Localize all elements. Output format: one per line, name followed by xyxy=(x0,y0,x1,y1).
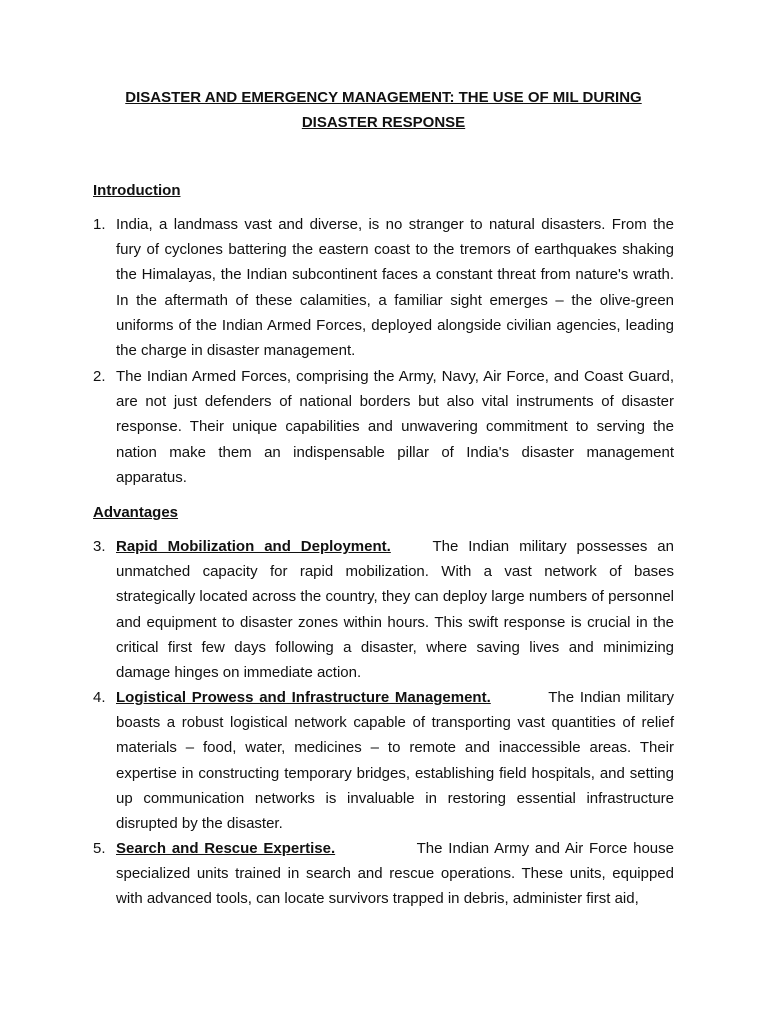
list-item xyxy=(93,685,674,836)
section-heading-advantages: Advantages xyxy=(93,504,179,521)
item-number: 5. xyxy=(93,840,106,857)
list-item xyxy=(93,534,674,685)
document-title: DISASTER AND EMERGENCY MANAGEMENT: THE USE OF MIL DURING DISASTER RESPONSE xyxy=(125,89,642,131)
item-number: 4. xyxy=(93,689,106,706)
list-item xyxy=(93,212,674,363)
item-text: The Indian Army and Air Force house specialized units trained in search and rescue operations. These units, equipped with advanced tools, can locate survivors trapped in debris, administer first aid, xyxy=(116,840,674,908)
item-body xyxy=(116,534,674,685)
item-body xyxy=(116,685,674,836)
item-number: 2. xyxy=(93,368,106,385)
item-text: The Indian military boasts a robust logistical network capable of transporting vast quantities of relief materials – food, water, medicines – to remote and inaccessible areas. Their expertise in constructing temporary bridges, establishing field hospitals, and setting up communication networks is invaluable in restoring essential infrastructure disrupted by the disaster. xyxy=(116,689,674,833)
item-text: The Indian Armed Forces, comprising the Army, Navy, Air Force, and Coast Guard, are not just defenders of national borders but also vital instruments of disaster response. Their unique capabilities and unwavering commitment to serving the nation make them an indispensable pillar of India's disaster management apparatus. xyxy=(116,368,674,486)
item-lead-heading: Search and Rescue Expertise. xyxy=(116,840,336,857)
item-text: The Indian military possesses an unmatched capacity for rapid mobilization. With a vast network of bases strategically located across the country, they can deploy large numbers of personnel and equipment to disaster zones within hours. This swift response is crucial in the critical first few days following a disaster, where saving lives and minimizing damage hinges on immediate action. xyxy=(116,538,674,682)
section-heading-introduction: Introduction xyxy=(93,182,181,199)
item-lead-heading: Logistical Prowess and Infrastructure Management. xyxy=(116,689,491,706)
list-item xyxy=(93,364,674,490)
list-item xyxy=(93,836,674,912)
item-text: India, a landmass vast and diverse, is no stranger to natural disasters. From the fury of cyclones battering the eastern coast to the tremors of earthquakes shaking the Himalayas, the Indian subcontinent faces a constant threat from nature's wrath. In the aftermath of these calamities, a familiar sight emerges – the olive-green uniforms of the Indian Armed Forces, deployed alongside civilian agencies, leading the charge in disaster management. xyxy=(116,216,674,360)
item-number: 3. xyxy=(93,538,106,555)
item-body xyxy=(116,836,674,912)
item-lead-heading: Rapid Mobilization and Deployment. xyxy=(116,538,391,555)
item-number: 1. xyxy=(93,216,106,233)
